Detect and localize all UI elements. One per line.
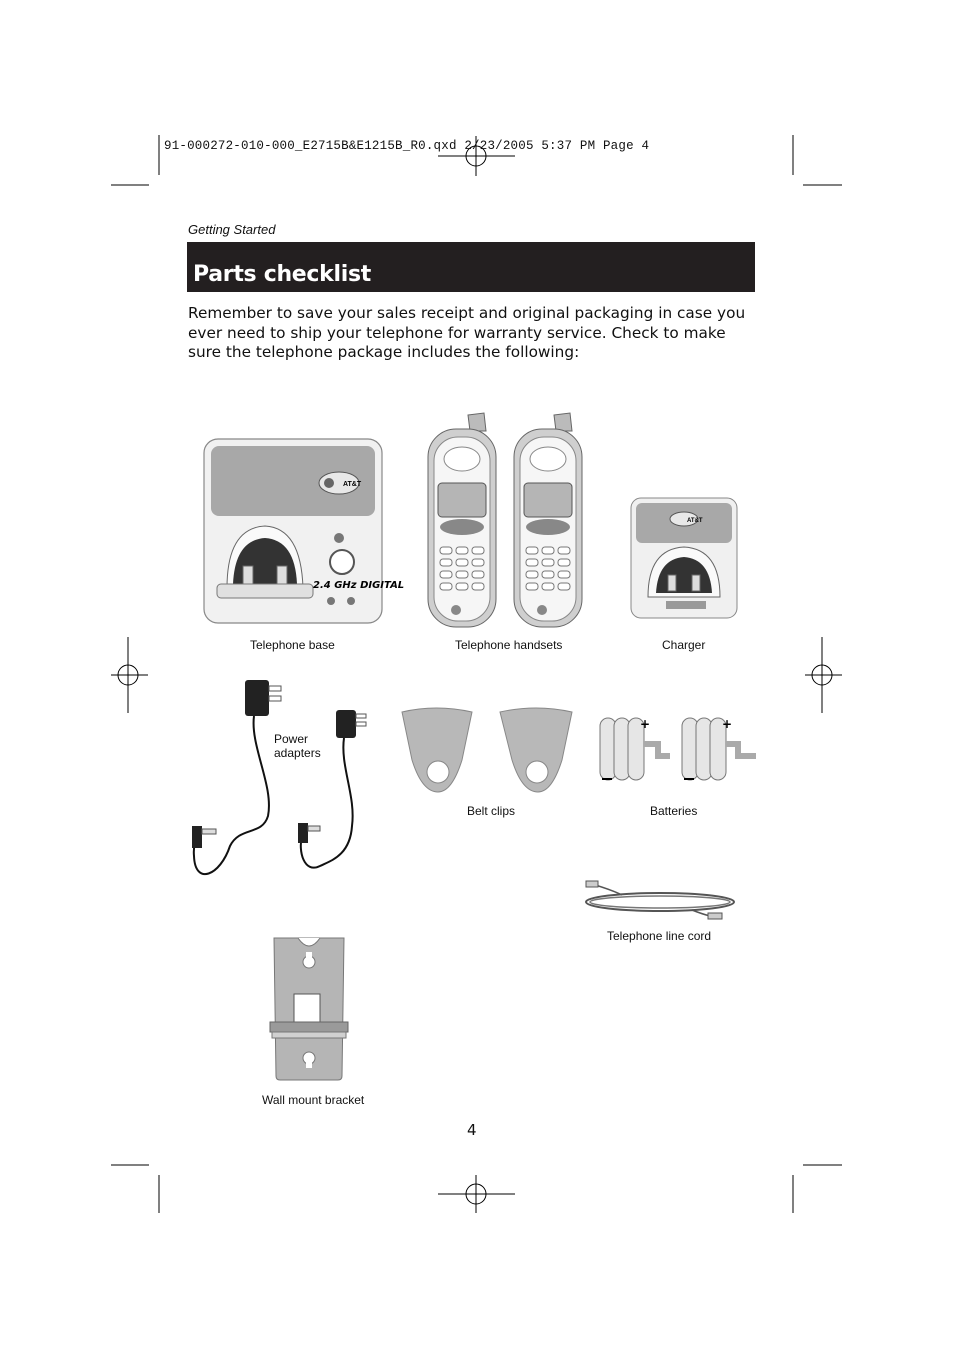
wall-mount-bracket-image bbox=[268, 936, 350, 1082]
att-logo-text: AT&T bbox=[343, 481, 362, 488]
charger-image bbox=[630, 497, 738, 619]
caption-telephone-base: Telephone base bbox=[250, 638, 335, 652]
caption-telephone-handsets: Telephone handsets bbox=[455, 638, 563, 652]
power-adapters-image bbox=[190, 676, 370, 886]
svg-text:+: + bbox=[722, 717, 733, 731]
page-number: 4 bbox=[467, 1121, 477, 1139]
svg-text:+: + bbox=[640, 717, 651, 731]
section-label: Getting Started bbox=[188, 222, 276, 237]
att-logo-text: AT&T bbox=[687, 518, 703, 524]
belt-clips-image bbox=[400, 706, 576, 792]
caption-power-line2: adapters bbox=[274, 746, 321, 760]
caption-batteries: Batteries bbox=[650, 804, 698, 818]
digital-mark-text: 2.4 GHz DIGITAL bbox=[313, 580, 405, 591]
caption-power-line1: Power bbox=[274, 732, 309, 746]
telephone-base-image bbox=[203, 438, 405, 624]
file-slug: 91-000272-010-000_E2715B&E1215B_R0.qxd 2/23/2005 5:37 PM Page 4 bbox=[164, 139, 650, 153]
telephone-handsets-image bbox=[426, 413, 582, 627]
batteries-image bbox=[598, 714, 758, 784]
caption-charger: Charger bbox=[662, 638, 706, 652]
caption-belt-clips: Belt clips bbox=[467, 804, 516, 818]
caption-telephone-line-cord: Telephone line cord bbox=[607, 929, 712, 943]
caption-wall-mount-bracket: Wall mount bracket bbox=[262, 1093, 365, 1107]
page-title: Parts checklist bbox=[193, 262, 371, 287]
intro-paragraph: Remember to save your sales receipt and original packaging in case you ever need to ship your telephone for warranty service. Check to make sure the telephone package includes the following: bbox=[188, 304, 746, 361]
telephone-line-cord-image bbox=[582, 880, 738, 924]
